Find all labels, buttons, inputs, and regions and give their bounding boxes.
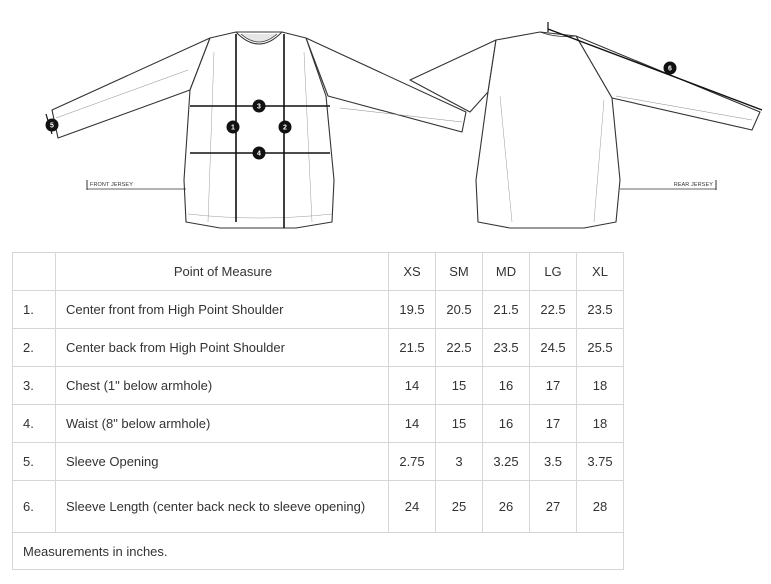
svg-text:3: 3 [257,103,261,111]
cell-value: 15 [436,405,483,443]
row-label: Chest (1" below armhole) [56,367,389,405]
cell-value: 25.5 [577,329,624,367]
header-size-xl: XL [577,253,624,291]
marker-5-icon [46,119,59,132]
cell-value: 18 [577,405,624,443]
svg-text:4: 4 [257,150,261,158]
row-label: Sleeve Opening [56,443,389,481]
cell-value: 14 [389,367,436,405]
cell-value: 3.5 [530,443,577,481]
row-index: 2. [13,329,56,367]
table-note-row [13,533,624,570]
table-row [13,481,624,533]
cell-value: 16 [483,367,530,405]
cell-value: 15 [436,367,483,405]
marker-2-icon [279,121,292,134]
row-index: 1. [13,291,56,329]
cell-value: 14 [389,405,436,443]
cell-value: 19.5 [389,291,436,329]
table-row [13,367,624,405]
svg-text:REAR JERSEY: REAR JERSEY [673,182,713,188]
cell-value: 20.5 [436,291,483,329]
cell-value: 22.5 [530,291,577,329]
row-index: 6. [13,481,56,533]
table-header-row [13,253,624,291]
row-label: Center back from High Point Shoulder [56,329,389,367]
cell-value: 23.5 [483,329,530,367]
header-size-lg: LG [530,253,577,291]
measurement-diagram [0,0,771,245]
header-index-cell [13,253,56,291]
row-label: Sleeve Length (center back neck to sleeve opening) [56,481,389,533]
svg-text:2: 2 [283,124,287,132]
table-row [13,443,624,481]
cell-value: 3.25 [483,443,530,481]
cell-value: 3.75 [577,443,624,481]
table-row [13,291,624,329]
cell-value: 24.5 [530,329,577,367]
marker-3-icon [253,100,266,113]
svg-text:6: 6 [668,65,672,73]
cell-value: 27 [530,481,577,533]
row-label: Waist (8" below armhole) [56,405,389,443]
header-point-of-measure: Point of Measure [56,253,389,291]
svg-text:FRONT JERSEY: FRONT JERSEY [90,182,133,188]
svg-text:5: 5 [50,122,54,130]
cell-value: 23.5 [577,291,624,329]
marker-4-icon [253,147,266,160]
row-label: Center front from High Point Shoulder [56,291,389,329]
rear-jersey-label [620,180,716,190]
table-row [13,405,624,443]
header-size-xs: XS [389,253,436,291]
cell-value: 3 [436,443,483,481]
cell-value: 21.5 [389,329,436,367]
marker-6-icon [664,62,677,75]
front-jersey-label [87,180,186,190]
cell-value: 25 [436,481,483,533]
cell-value: 24 [389,481,436,533]
table-row [13,329,624,367]
cell-value: 17 [530,405,577,443]
row-index: 4. [13,405,56,443]
cell-value: 18 [577,367,624,405]
row-index: 5. [13,443,56,481]
header-size-sm: SM [436,253,483,291]
front-jersey-drawing [52,32,466,228]
header-size-md: MD [483,253,530,291]
cell-value: 22.5 [436,329,483,367]
cell-value: 21.5 [483,291,530,329]
size-chart-table [12,252,624,570]
svg-text:1: 1 [231,124,235,132]
cell-value: 26 [483,481,530,533]
marker-1-icon [227,121,240,134]
cell-value: 17 [530,367,577,405]
cell-value: 16 [483,405,530,443]
measurements-note: Measurements in inches. [13,533,624,570]
row-index: 3. [13,367,56,405]
cell-value: 2.75 [389,443,436,481]
cell-value: 28 [577,481,624,533]
